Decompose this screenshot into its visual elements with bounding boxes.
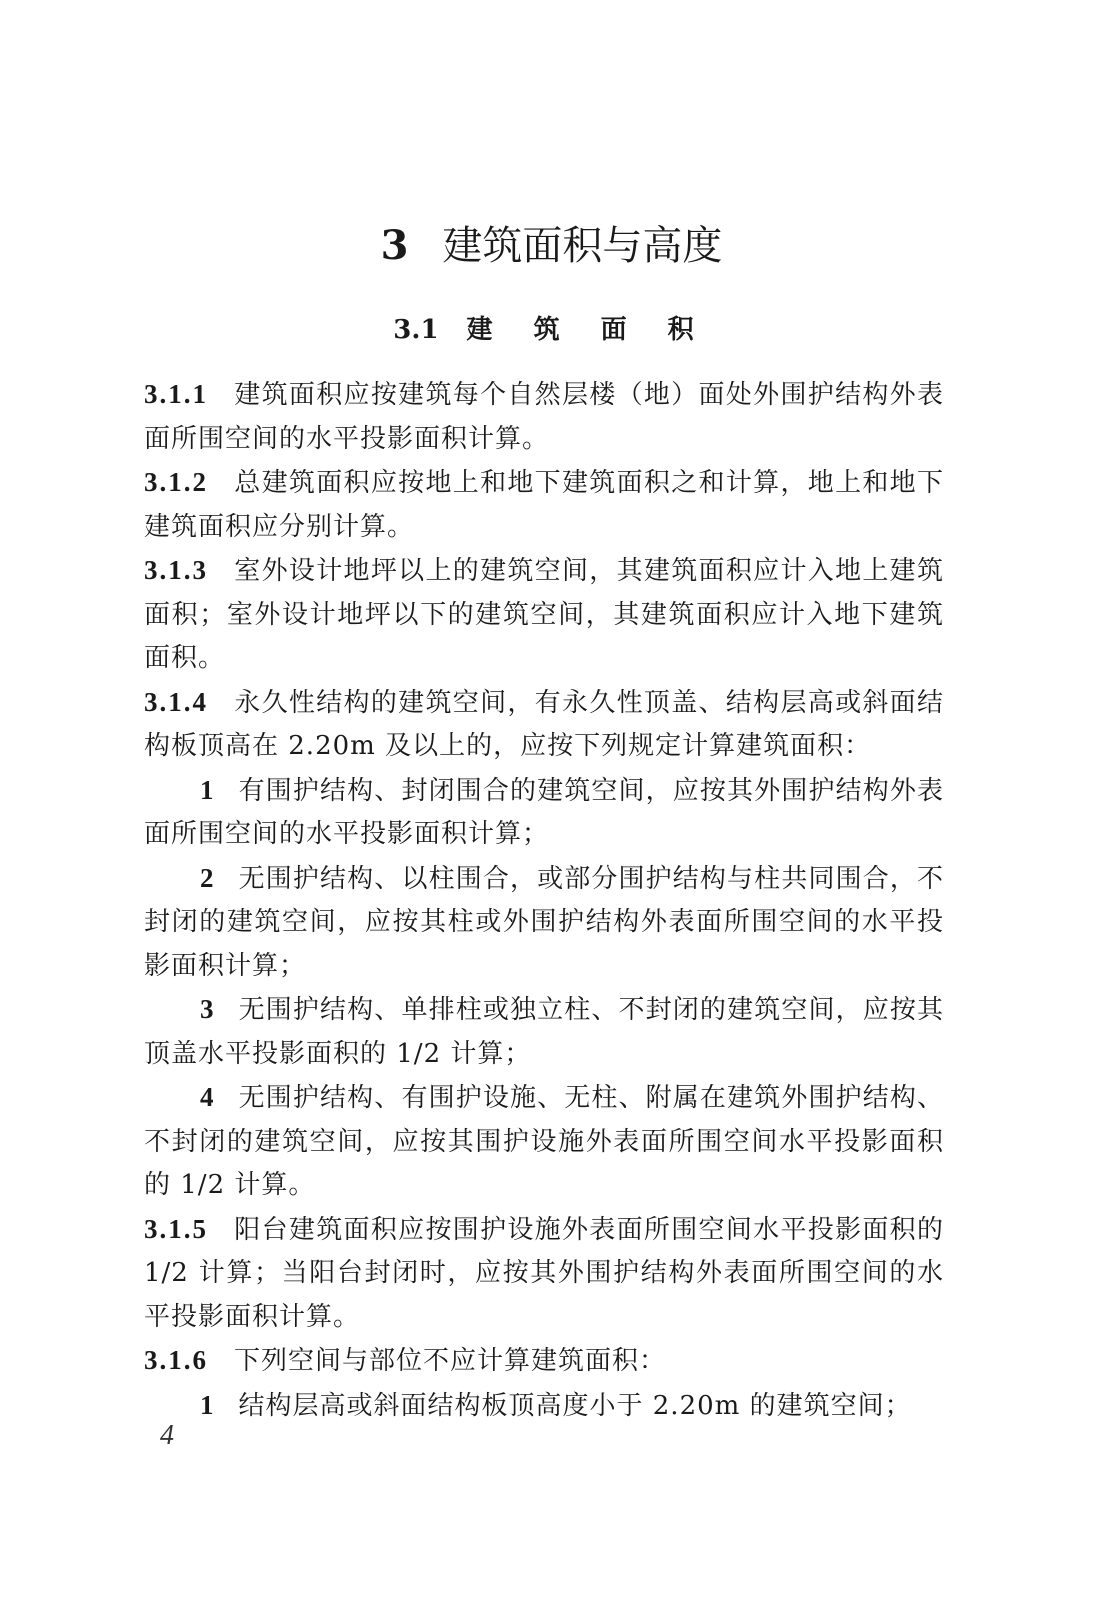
clause-item	[144, 857, 944, 989]
clause-text: 建筑面积应按建筑每个自然层楼（地）面处外围护结构外表面所围空间的水平投影面积计算。	[144, 380, 944, 454]
section-title	[0, 310, 1103, 350]
section-name: 建 筑 面 积	[466, 315, 710, 345]
clause-number: 3.1.3	[144, 555, 208, 585]
item-number: 4	[200, 1082, 215, 1112]
clause-number: 3.1.6	[144, 1345, 208, 1375]
clause-text: 永久性结构的建筑空间，有永久性顶盖、结构层高或斜面结构板顶高在 2.20m 及以上的，应按下列规定计算建筑面积：	[144, 687, 944, 761]
item-text: 无围护结构、有围护设施、无柱、附属在建筑外围护结构、不封闭的建筑空间，应按其围护设施外表面所围空间水平投影面积的 1/2 计算。	[144, 1083, 944, 1200]
item-number: 2	[200, 862, 215, 893]
clause-number: 3.1.2	[144, 467, 208, 497]
clause-text: 阳台建筑面积应按围护设施外表面所围空间水平投影面积的 1/2 计算；当阳台封闭时，应按其外围护结构外表面所围空间的水平投影面积计算。	[144, 1214, 944, 1332]
item-number: 3	[200, 994, 215, 1024]
clause-number: 3.1.4	[144, 686, 208, 717]
section-number: 3.1	[393, 315, 439, 345]
chapter-number: 3	[380, 222, 409, 269]
clause-item	[144, 769, 944, 857]
clause-text: 室外设计地坪以上的建筑空间，其建筑面积应计入地上建筑面积；室外设计地坪以下的建筑空间，其建筑面积应计入地下建筑面积。	[144, 556, 944, 673]
clause-item	[144, 1384, 944, 1429]
item-text: 无围护结构、以柱围合，或部分围护结构与柱共同围合，不封闭的建筑空间，应按其柱或外围护结构外表面所围空间的水平投影面积计算；	[144, 863, 944, 981]
clause-3-1-5	[144, 1208, 944, 1340]
clause-3-1-4	[144, 681, 944, 769]
clause-text: 总建筑面积应按地上和地下建筑面积之和计算，地上和地下建筑面积应分别计算。	[144, 468, 944, 542]
chapter-name: 建筑面积与高度	[442, 223, 723, 269]
clause-number: 3.1.5	[144, 1213, 208, 1244]
item-number: 1	[200, 1389, 215, 1420]
item-text: 无围护结构、单排柱或独立柱、不封闭的建筑空间，应按其顶盖水平投影面积的 1/2 计算；	[144, 995, 944, 1069]
item-text: 结构层高或斜面结构板顶高度小于 2.20m 的建筑空间；	[238, 1390, 912, 1421]
clause-3-1-6	[144, 1339, 944, 1384]
item-number: 1	[200, 774, 215, 805]
clause-3-1-2	[144, 461, 944, 549]
clause-text: 下列空间与部位不应计算建筑面积：	[234, 1346, 667, 1376]
clause-item	[144, 988, 944, 1076]
chapter-title	[0, 218, 1103, 274]
clause-item	[144, 1076, 944, 1208]
item-text: 有围护结构、封闭围合的建筑空间，应按其外围护结构外表面所围空间的水平投影面积计算；	[144, 775, 944, 849]
clause-number: 3.1.1	[144, 379, 208, 409]
page-number: 4	[160, 1420, 174, 1451]
document-body	[144, 373, 944, 1428]
clause-3-1-1	[144, 373, 944, 461]
clause-3-1-3	[144, 549, 944, 681]
